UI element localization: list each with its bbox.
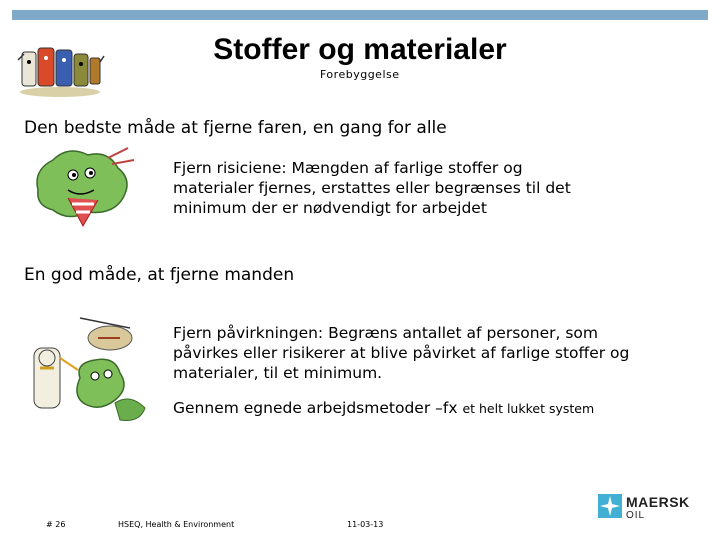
section2-heading: En god måde, at fjerne manden <box>24 265 295 285</box>
maersk-star-icon <box>598 494 622 518</box>
monster-cartoon-image <box>28 140 138 228</box>
method-line <box>173 398 673 419</box>
section1-paragraph <box>173 158 573 218</box>
page-title: Stoffer og materialer <box>213 33 507 66</box>
footer-slide-number: # 26 <box>46 520 66 529</box>
footer-department: HSEQ, Health & Environment <box>118 520 235 529</box>
section1-lead: Fjern risiciene: <box>173 159 287 177</box>
method-example: et helt lukket system <box>462 401 595 416</box>
footer-date: 11-03-13 <box>347 520 384 529</box>
section1-heading: Den bedste måde at fjerne faren, en gang for alle <box>24 118 447 138</box>
monsters-attack-cartoon-image <box>20 308 170 428</box>
section1-body: Mængden af farlige stoffer og materialer fjernes, erstattes eller begrænses til det minimum der er nødvendigt for arbejdet <box>173 159 571 217</box>
section2-body: Begræns antallet af personer, som påvirkes eller risikerer at blive påvirket af farlige stoffer og materialer, til et minimum. <box>173 324 630 382</box>
maersk-oil-logo <box>598 492 698 526</box>
top-accent-bar <box>12 10 708 20</box>
logo-text-maersk: MAERSK <box>626 494 690 510</box>
section2-lead: Fjern påvirkningen: <box>173 324 324 342</box>
page-subtitle: Forebyggelse <box>320 68 400 81</box>
method-text: Gennem egnede arbejdsmetoder –fx <box>173 399 463 417</box>
logo-text-oil: OIL <box>626 510 646 521</box>
section2-paragraph <box>173 323 633 383</box>
